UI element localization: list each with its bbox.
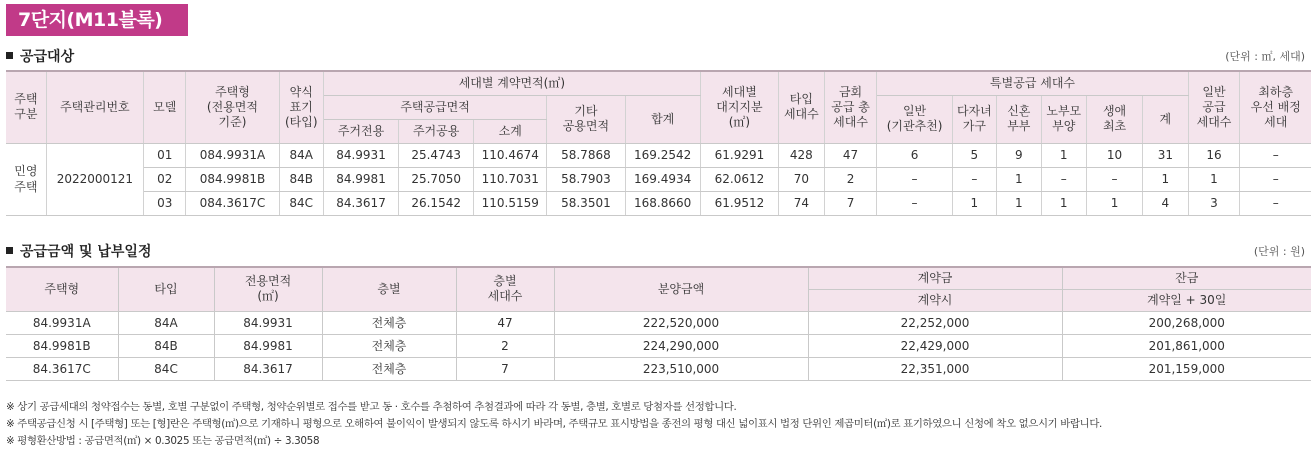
header-multi-child: 다자녀 가구 [952,95,996,143]
cell-exclusive: 84.9931 [214,311,322,334]
unit-label: (단위 : ㎡, 세대) [1225,50,1305,63]
footnote: ※ 주택공급신청 시 [주택형] 또는 [형]란은 주택형(㎡)으로 기재하니 평형으로 오해하여 불이익이 발생되지 않도록 하시기 바라며, 주택규모 표시방법을 종전의 평형 대신 넓이표시 법정 단위인 제곱미터(㎡)로 표기하였으니 신청에 착오 없으시기 바랍니다. [6,418,1103,430]
cell-land-share: 61.9512 [700,191,778,215]
table-row [6,191,1311,215]
table-row [6,167,1311,191]
header-deposit: 계약금 [808,267,1062,289]
cell-type-units: 74 [779,191,825,215]
cell-common: 25.7050 [399,167,474,191]
unit-label: (단위 : 원) [1253,245,1305,258]
cell-elderly: – [1041,167,1087,191]
header-sum: 계 [1143,95,1189,143]
header-price: 분양금액 [554,267,808,311]
bullet-square-icon [6,247,13,254]
cell-type: 84C [118,357,214,380]
cell-sum: 31 [1143,143,1189,167]
cell-newlywed: 1 [997,191,1041,215]
cell-type-units: 70 [779,167,825,191]
cell-other-common: 58.3501 [547,191,625,215]
cell-type: 84A [118,311,214,334]
cell-house-type: 084.3617C [186,191,279,215]
cell-other-common: 58.7868 [547,143,625,167]
cell-subtotal: 110.5159 [474,191,547,215]
cell-floor-units: 7 [456,357,554,380]
cell-elderly: 1 [1041,191,1087,215]
cell-multi-child: 5 [952,143,996,167]
cell-floor-units: 2 [456,334,554,357]
cell-top-floor: – [1240,191,1311,215]
cell-total: 168.8660 [625,191,700,215]
cell-newlywed: 1 [997,167,1041,191]
cell-price: 223,510,000 [554,357,808,380]
cell-house-type: 084.9981B [186,167,279,191]
cell-total: 169.4934 [625,167,700,191]
cell-first-time: – [1087,167,1143,191]
cell-land-share: 62.0612 [700,167,778,191]
cell-balance: 201,159,000 [1062,357,1311,380]
header-first-time: 생애 최초 [1087,95,1143,143]
cell-balance: 201,861,000 [1062,334,1311,357]
cell-general-supply: 16 [1188,143,1240,167]
cell-floor: 전체층 [322,334,456,357]
header-common: 주거공용 [399,119,474,143]
header-newlywed: 신혼 부부 [997,95,1041,143]
cell-general-inst: 6 [877,143,952,167]
table-row [6,357,1311,380]
cell-model: 02 [144,167,186,191]
cell-house-type: 84.3617C [6,357,118,380]
header-supply-total: 금회 공급 총 세대수 [824,71,877,143]
cell-general-inst: – [877,191,952,215]
table-row [6,311,1311,334]
cell-general-supply: 1 [1188,167,1240,191]
cell-subtotal: 110.7031 [474,167,547,191]
cell-other-common: 58.7903 [547,167,625,191]
cell-supply-total: 7 [824,191,877,215]
header-top-floor: 최하층 우선 배정 세대 [1240,71,1311,143]
header-type-units: 타입 세대수 [779,71,825,143]
section-title-supply-target [6,47,74,67]
cell-price: 222,520,000 [554,311,808,334]
cell-subtotal: 110.4674 [474,143,547,167]
header-mgmt-no: 주택관리번호 [46,71,143,143]
cell-exclusive: 84.9981 [214,334,322,357]
header-housing-type: 주택 구분 [6,71,46,143]
cell-floor-units: 47 [456,311,554,334]
cell-first-time: 10 [1087,143,1143,167]
header-exclusive: 주거전용 [323,119,398,143]
table-row [6,334,1311,357]
header-special: 특별공급 세대수 [877,71,1188,95]
header-general-supply: 일반 공급 세대수 [1188,71,1240,143]
footnote: ※ 평형환산방법 : 공급면적(㎡) × 0.3025 또는 공급면적(㎡) ÷ 3.3058 [6,435,320,447]
header-balance-when: 계약일 + 30일 [1062,289,1311,311]
cell-common: 26.1542 [399,191,474,215]
cell-exclusive: 84.3617 [214,357,322,380]
header-floor: 층별 [322,267,456,311]
header-house-type: 주택형 (전용면적 기준) [186,71,279,143]
header-subtotal: 소계 [474,119,547,143]
cell-multi-child: 1 [952,191,996,215]
header-total: 합계 [625,95,700,143]
cell-type: 84B [118,334,214,357]
header-supply-area: 주택공급면적 [323,95,546,119]
cell-total: 169.2542 [625,143,700,167]
cell-newlywed: 9 [997,143,1041,167]
cell-exclusive: 84.9931 [323,143,398,167]
mgmt-number: 2022000121 [46,143,143,215]
cell-land-share: 61.9291 [700,143,778,167]
header-house-type: 주택형 [6,267,118,311]
cell-general-supply: 3 [1188,191,1240,215]
cell-general-inst: – [877,167,952,191]
cell-exclusive: 84.3617 [323,191,398,215]
header-general-inst: 일반 (기관추천) [877,95,952,143]
cell-model: 01 [144,143,186,167]
header-balance: 잔금 [1062,267,1311,289]
header-abbr: 약식 표기 (타입) [279,71,323,143]
header-other-common: 기타 공용면적 [547,95,625,143]
cell-supply-total: 2 [824,167,877,191]
header-model: 모델 [144,71,186,143]
price-schedule-table [6,266,1311,381]
section-title-price-schedule [6,242,151,262]
cell-top-floor: – [1240,167,1311,191]
cell-sum: 4 [1143,191,1189,215]
section-title-text: 공급대상 [20,49,75,65]
bullet-square-icon [6,52,13,59]
cell-top-floor: – [1240,143,1311,167]
cell-house-type: 84.9931A [6,311,118,334]
cell-type-units: 428 [779,143,825,167]
header-contract-area: 세대별 계약면적(㎡) [323,71,700,95]
cell-sum: 1 [1143,167,1189,191]
cell-abbr: 84A [279,143,323,167]
cell-abbr: 84C [279,191,323,215]
cell-floor: 전체층 [322,311,456,334]
supply-target-table [6,70,1311,216]
header-deposit-when: 계약시 [808,289,1062,311]
group-label: 민영 주택 [6,143,46,215]
section-title-text: 공급금액 및 납부일정 [20,244,152,260]
footnotes [6,399,1102,450]
cell-common: 25.4743 [399,143,474,167]
cell-elderly: 1 [1041,143,1087,167]
cell-deposit: 22,429,000 [808,334,1062,357]
cell-supply-total: 47 [824,143,877,167]
header-land-share: 세대별 대지지분 (㎡) [700,71,778,143]
header-floor-units: 층별 세대수 [456,267,554,311]
cell-abbr: 84B [279,167,323,191]
cell-deposit: 22,252,000 [808,311,1062,334]
header-elderly: 노부모 부양 [1041,95,1087,143]
cell-exclusive: 84.9981 [323,167,398,191]
cell-house-type: 084.9931A [186,143,279,167]
cell-balance: 200,268,000 [1062,311,1311,334]
header-type: 타입 [118,267,214,311]
cell-floor: 전체층 [322,357,456,380]
cell-model: 03 [144,191,186,215]
cell-deposit: 22,351,000 [808,357,1062,380]
cell-multi-child: – [952,167,996,191]
footnote: ※ 상기 공급세대의 청약접수는 동별, 호별 구분없이 주택형, 청약순위별로 접수를 받고 동 · 호수를 추첨하여 추첨결과에 따라 각 동별, 층별, 호별로 당첨자를 선정합니다. [6,401,737,413]
cell-price: 224,290,000 [554,334,808,357]
cell-house-type: 84.9981B [6,334,118,357]
complex-title-tag: 7단지(M11블록) [6,4,188,36]
header-exclusive: 전용면적 (㎡) [214,267,322,311]
table-row [6,143,1311,167]
cell-first-time: 1 [1087,191,1143,215]
